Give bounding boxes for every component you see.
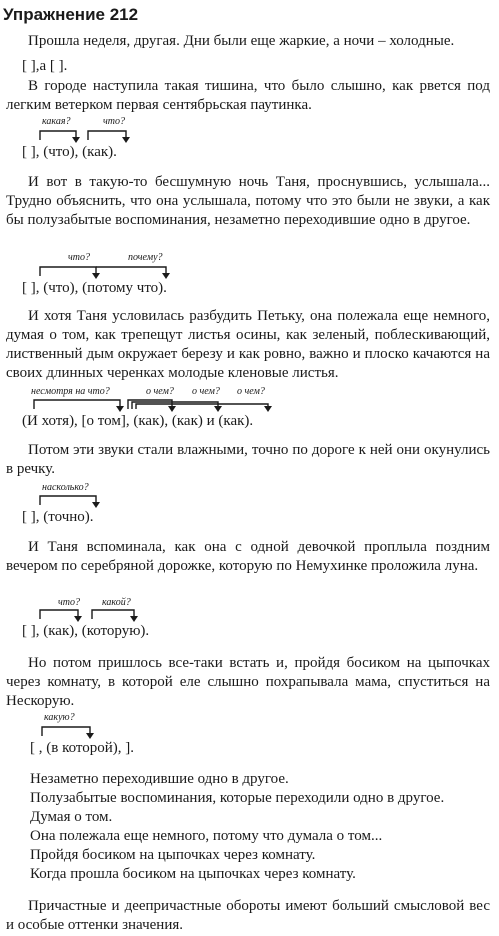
question-label: несмотря на что? — [31, 386, 110, 397]
scheme-1: [ ],а [ ]. — [22, 58, 68, 74]
arrowhead — [86, 733, 94, 739]
phrase-list — [30, 770, 490, 884]
arrow-line — [40, 131, 76, 140]
arrowhead — [116, 406, 124, 412]
conclusion-text: Причастные и деепричастные обороты имеют больший смысловой вес и особые оттенки значения. — [6, 898, 490, 933]
phrase-item: Она полежала еще немного, потому что думала о том... — [30, 828, 383, 844]
scheme-7: [ , (в которой), ]. — [30, 740, 135, 756]
question-label: о чем? — [192, 386, 220, 397]
question-label: что? — [68, 252, 90, 263]
scheme-6: [ ], (как), (которую). — [22, 623, 150, 639]
question-label: о чем? — [237, 386, 265, 397]
arrowhead — [72, 137, 80, 143]
question-label: какой? — [102, 597, 131, 608]
arrow-line — [40, 267, 96, 276]
arrowhead — [122, 137, 130, 143]
scheme-2: [ ], (что), (как). — [22, 144, 117, 160]
arrow-line — [96, 267, 166, 276]
arrow-line — [128, 400, 172, 409]
scheme-3: [ ], (что), (потому что). — [22, 280, 167, 296]
question-label: что? — [58, 597, 80, 608]
phrase-item: Пройдя босиком на цыпочках через комнату. — [30, 847, 316, 863]
scheme-5: [ ], (точно). — [22, 509, 94, 525]
arrow-line — [34, 400, 120, 409]
arrow-line — [40, 496, 96, 505]
arrowhead — [74, 616, 82, 622]
arrow-line — [42, 727, 90, 736]
arrowhead — [130, 616, 138, 622]
arrow-line — [132, 402, 218, 409]
phrase-item: Незаметно переходившие одно в другое. — [30, 771, 289, 787]
exercise-title: Упражнение 212 — [3, 5, 139, 24]
sentence-2: В городе наступила такая тишина, что было слышно, как рвется под легким ветерком первая сентябрьская паутинка. — [6, 78, 490, 113]
arrowhead — [162, 273, 170, 279]
question-label: какую? — [44, 712, 75, 723]
arrow-line — [92, 610, 134, 619]
arrow-line — [88, 131, 126, 140]
question-label: что? — [103, 116, 125, 127]
arrowhead — [92, 502, 100, 508]
arrowhead — [264, 406, 272, 412]
phrase-item: Думая о том. — [30, 809, 113, 825]
arrowhead — [168, 406, 176, 412]
sentence-5: Потом эти звуки стали влажными, точно по дороге к ней они окунулись в речку. — [6, 442, 490, 477]
arrowhead — [92, 273, 100, 279]
question-label: какая? — [42, 116, 71, 127]
question-label: почему? — [128, 252, 163, 263]
sentence-1: Прошла неделя, другая. Дни были еще жаркие, а ночи – холодные. — [28, 33, 455, 49]
sentence-3: И вот в такую-то бесшумную ночь Таня, проснувшись, услышала... Трудно объяснить, что она услышала, потому что это были не звуки, а как бы полузабытые воспоминания, незаметно переходившие одно в другое. — [6, 174, 490, 228]
question-label: насколько? — [42, 482, 89, 493]
question-label: о чем? — [146, 386, 174, 397]
arrow-line — [136, 404, 268, 409]
sentence-4: И хотя Таня условилась разбудить Петьку, она полежала еще немного, думая о том, как трепещут листья осины, как зеленый, поблескивающий, лиственный дым окружает березу и как ровно, важно и плоско качаются на своих длинных черенках молодые кленовые листья. — [6, 308, 490, 381]
arrowhead — [214, 406, 222, 412]
phrase-item: Полузабытые воспоминания, которые переходили одно в другое. — [30, 790, 445, 806]
sentence-7: Но потом пришлось все-таки встать и, пройдя босиком на цыпочках через комнату, в которой еле слышно похрапывала мама, спуститься на Нескорую. — [6, 655, 490, 709]
arrow-line — [40, 610, 78, 619]
phrase-item: Когда прошла босиком на цыпочках через комнату. — [30, 866, 356, 882]
scheme-4: (И хотя), [о том], (как), (как) и (как). — [22, 413, 254, 429]
sentence-6: И Таня вспоминала, как она с одной девочкой проплыла поздним вечером по серебряной дорожке, которую по Немухинке проложила луна. — [6, 539, 490, 574]
